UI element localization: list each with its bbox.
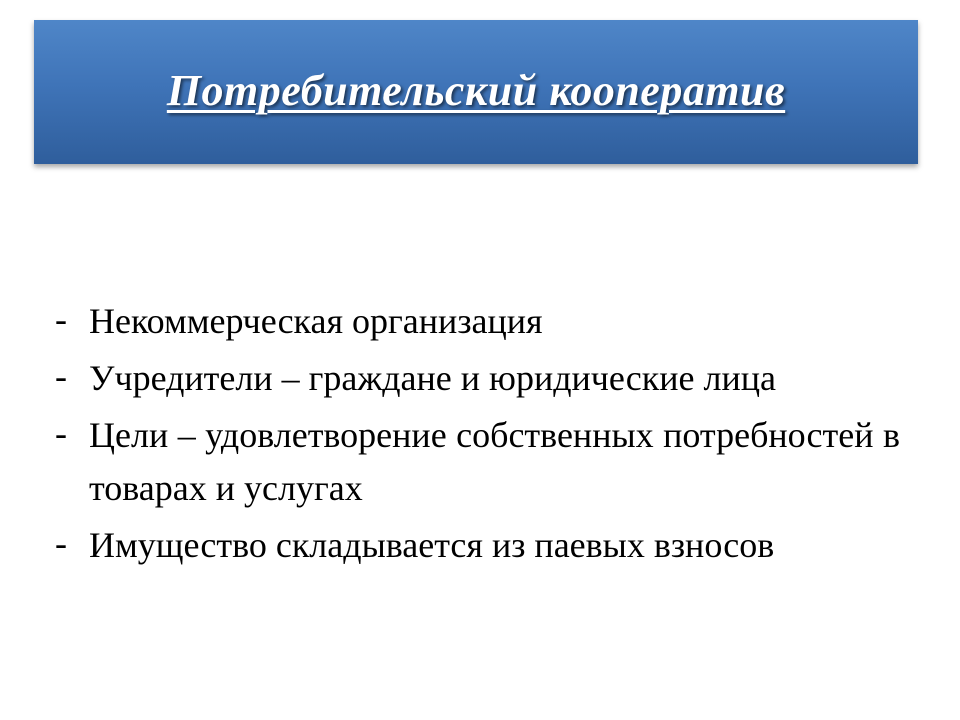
dash-bullet-icon: - <box>55 413 67 453</box>
bullet-item-founders <box>52 352 900 405</box>
bullet-text: Учредители – граждане и юридические лица <box>89 358 776 398</box>
bullet-item-goals <box>52 409 900 515</box>
slide-title: Потребительский кооператив <box>166 65 786 115</box>
title-banner <box>34 20 918 164</box>
bullet-text: Некоммерческая организация <box>89 301 543 341</box>
bullet-list <box>52 295 900 572</box>
dash-bullet-icon: - <box>55 356 67 396</box>
bullet-text: Цели – удовлетворение собственных потребностей в товарах и услугах <box>89 415 900 508</box>
bullet-item-noncommercial <box>52 295 900 348</box>
bullet-item-property <box>52 519 900 572</box>
bullet-text: Имущество складывается из паевых взносов <box>89 525 775 565</box>
dash-bullet-icon: - <box>55 299 67 339</box>
dash-bullet-icon: - <box>55 523 67 563</box>
slide-content <box>52 295 900 576</box>
